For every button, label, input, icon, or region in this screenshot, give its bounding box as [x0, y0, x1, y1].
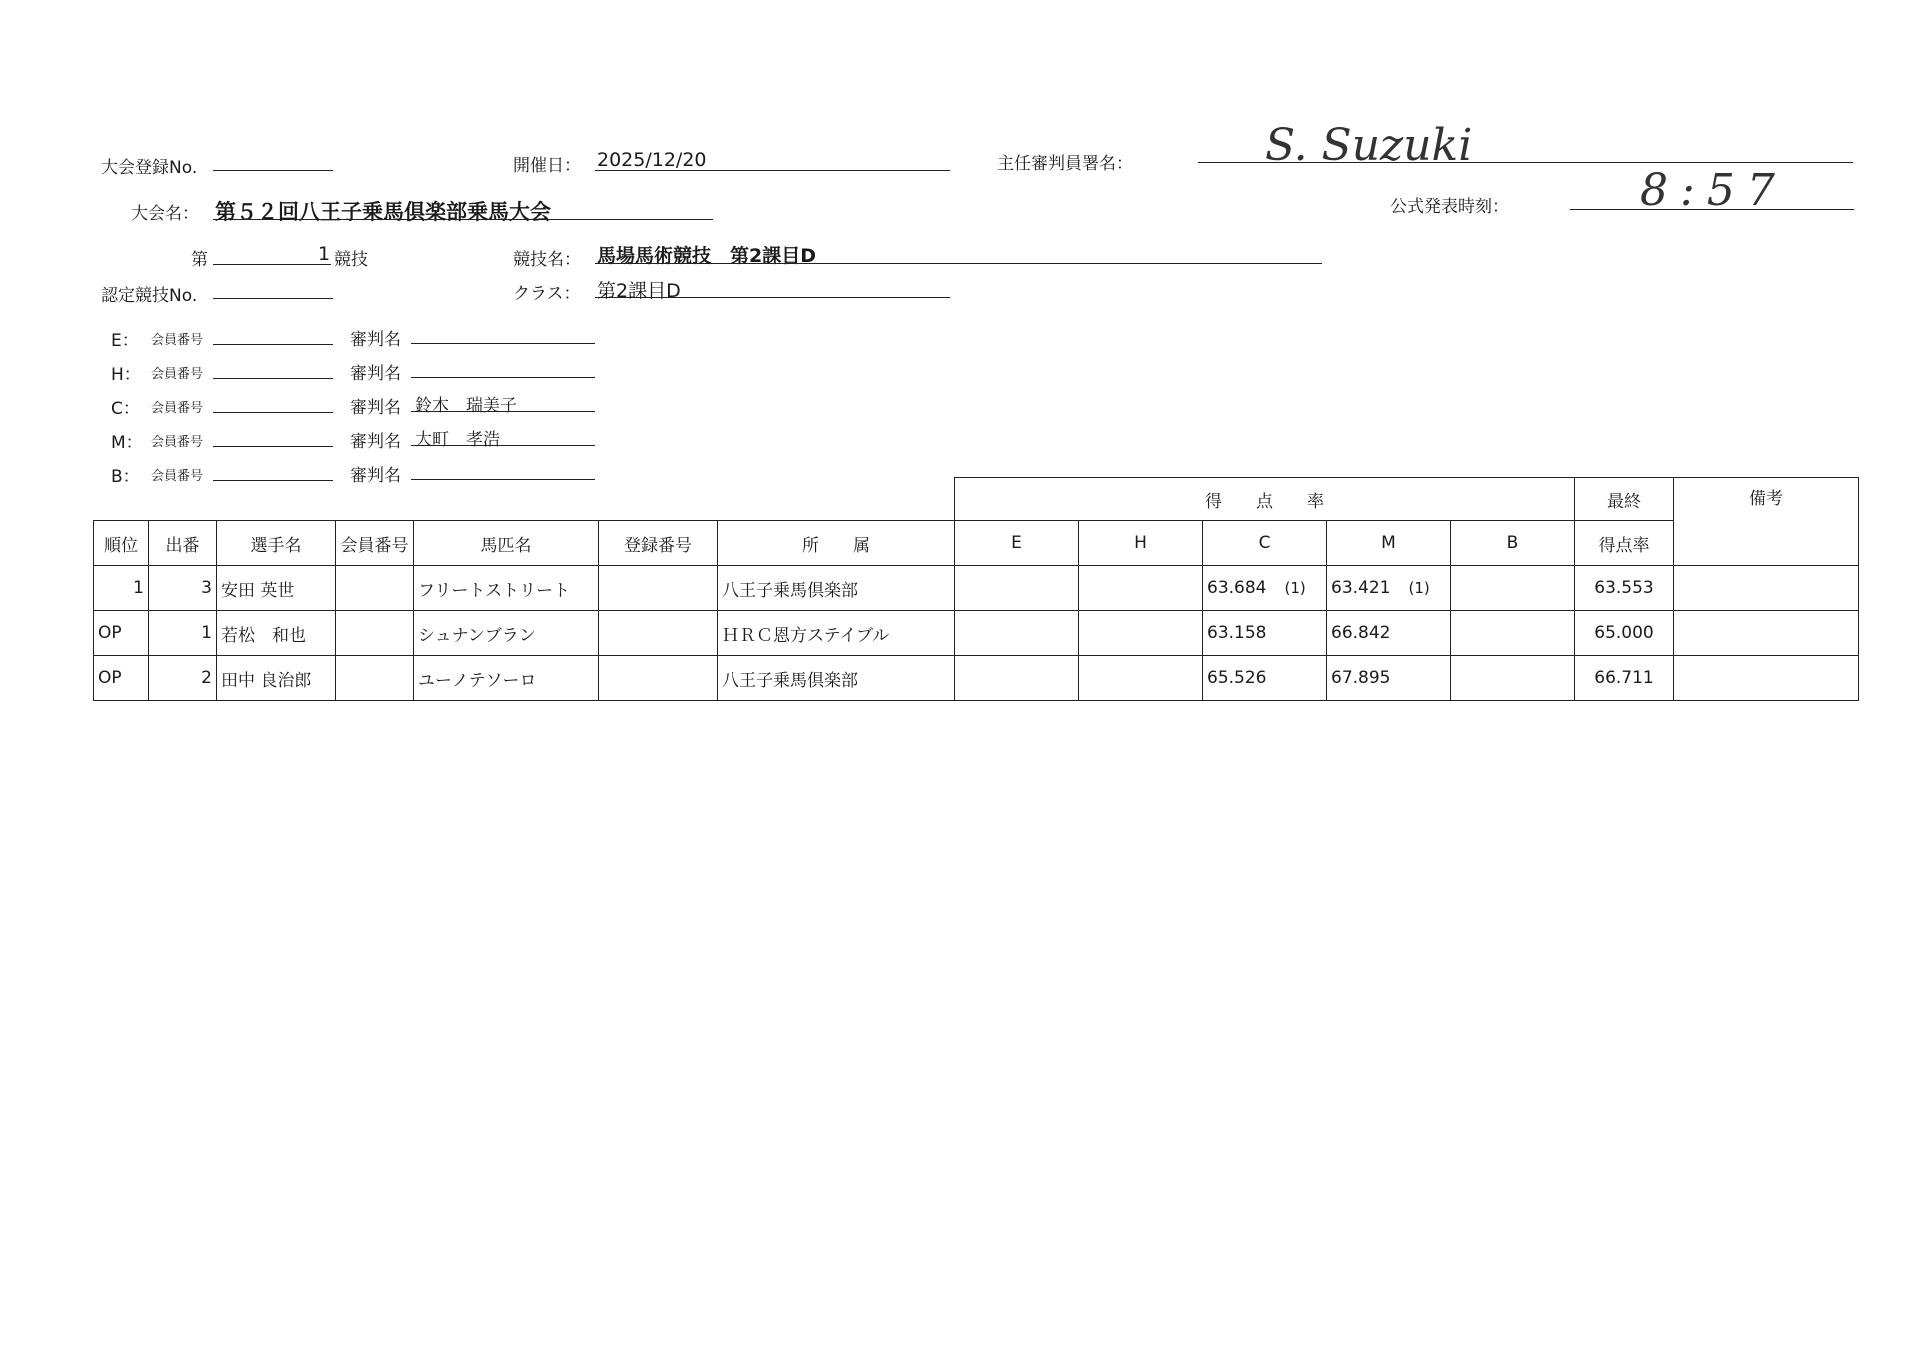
col-rank: 順位	[94, 521, 149, 566]
rank-cell: OP	[94, 611, 149, 656]
judge-name-label: 審判名	[350, 364, 401, 384]
member-cell	[336, 566, 414, 611]
col-club: 所 属	[718, 521, 955, 566]
col-judge-h: H	[1079, 521, 1203, 566]
rank-cell: 1	[94, 566, 149, 611]
rider-cell: 若松 和也	[217, 611, 336, 656]
member-no-field[interactable]	[213, 412, 333, 413]
score-m-cell	[1327, 611, 1451, 656]
cert-no-field[interactable]	[213, 298, 333, 299]
table-row	[94, 566, 1859, 611]
judge-name-field[interactable]	[411, 343, 595, 344]
club-cell: 八王子乗馬倶楽部	[718, 656, 955, 701]
horse-cell: ユーノテソーロ	[414, 656, 599, 701]
remarks-header: 備考	[1674, 478, 1859, 566]
judge-position: C：	[111, 399, 140, 419]
club-cell: ＨＲＣ恩方ステイブル	[718, 611, 955, 656]
comp-name-label: 競技名：	[513, 250, 581, 270]
judge-name-field[interactable]	[411, 411, 595, 412]
score-c-rank-mark: (1)	[1284, 579, 1306, 597]
score-e-cell	[955, 656, 1079, 701]
chief-judge-field[interactable]	[1198, 162, 1853, 163]
score-m-value: 66.842	[1331, 623, 1391, 643]
score-m-value: 63.421	[1331, 578, 1391, 598]
reg-no-label: 大会登録No.	[101, 158, 198, 178]
header-spacer	[94, 478, 955, 521]
comp-name-field[interactable]	[595, 263, 1322, 264]
comp-suffix: 競技	[334, 250, 368, 270]
reg-cell	[599, 611, 718, 656]
score-c-cell	[1203, 611, 1327, 656]
judge-position: H：	[111, 365, 141, 385]
member-cell	[336, 611, 414, 656]
judge-position: B：	[111, 467, 140, 487]
horse-cell: シュナンブラン	[414, 611, 599, 656]
judge-name-label: 審判名	[350, 466, 401, 486]
final-rate-cell: 65.000	[1575, 611, 1674, 656]
col-judge-e: E	[955, 521, 1079, 566]
comp-number: 1	[318, 243, 331, 265]
club-cell: 八王子乗馬倶楽部	[718, 566, 955, 611]
remarks-cell	[1674, 611, 1859, 656]
date-field[interactable]	[595, 170, 950, 171]
final-rate-header-bottom: 得点率	[1575, 521, 1674, 566]
comp-number-field[interactable]	[213, 264, 331, 265]
table-row	[94, 611, 1859, 656]
score-m-cell	[1327, 566, 1451, 611]
col-reg-no: 登録番号	[599, 521, 718, 566]
chief-judge-label: 主任審判員署名：	[997, 154, 1133, 174]
rider-cell: 安田 英世	[217, 566, 336, 611]
announce-time-label: 公式発表時刻：	[1390, 197, 1509, 217]
class-label: クラス：	[513, 284, 581, 304]
score-e-cell	[955, 611, 1079, 656]
judge-name-label: 審判名	[350, 330, 401, 350]
remarks-cell	[1674, 566, 1859, 611]
table-header-group	[94, 478, 1859, 521]
class-field[interactable]	[595, 297, 950, 298]
date-label: 開催日：	[513, 156, 581, 176]
score-c-value: 63.684	[1207, 578, 1267, 598]
table-row	[94, 656, 1859, 701]
cert-no-label: 認定競技No.	[101, 286, 198, 306]
event-field[interactable]	[213, 219, 713, 220]
judge-name-field[interactable]	[411, 377, 595, 378]
reg-no-field[interactable]	[213, 170, 333, 171]
col-member-no: 会員番号	[336, 521, 414, 566]
member-no-field[interactable]	[213, 378, 333, 379]
col-judge-b: B	[1451, 521, 1575, 566]
member-no-label: 会員番号	[151, 333, 204, 348]
order-cell: 2	[149, 656, 217, 701]
judge-name: 大町 孝浩	[415, 430, 500, 450]
member-no-label: 会員番号	[151, 401, 204, 416]
score-h-cell	[1079, 611, 1203, 656]
judge-position: M：	[111, 433, 143, 453]
event-label: 大会名：	[131, 204, 199, 224]
remarks-cell	[1674, 656, 1859, 701]
col-order: 出番	[149, 521, 217, 566]
col-rider: 選手名	[217, 521, 336, 566]
horse-cell: フリートストリート	[414, 566, 599, 611]
judge-name-label: 審判名	[350, 432, 401, 452]
score-c-cell	[1203, 656, 1327, 701]
announce-time-field[interactable]	[1570, 209, 1854, 210]
judge-name-field[interactable]	[411, 445, 595, 446]
member-no-label: 会員番号	[151, 469, 204, 484]
member-no-label: 会員番号	[151, 435, 204, 450]
score-m-value: 67.895	[1331, 668, 1391, 688]
event-name: 第５２回八王子乗馬倶楽部乗馬大会	[215, 200, 551, 224]
reg-cell	[599, 566, 718, 611]
col-judge-m: M	[1327, 521, 1451, 566]
class-value: 第2課目D	[597, 280, 681, 302]
final-rate-cell: 63.553	[1575, 566, 1674, 611]
judge-position: E：	[111, 331, 139, 351]
score-b-cell	[1451, 656, 1575, 701]
score-e-cell	[955, 566, 1079, 611]
score-c-value: 63.158	[1207, 623, 1267, 643]
member-no-label: 会員番号	[151, 367, 204, 382]
col-horse: 馬匹名	[414, 521, 599, 566]
comp-prefix: 第	[191, 250, 208, 270]
comp-name-value: 馬場馬術競技 第2課目D	[597, 245, 816, 267]
member-cell	[336, 656, 414, 701]
results-table	[93, 477, 1859, 701]
judge-name-label: 審判名	[350, 398, 401, 418]
date-value: 2025/12/20	[597, 149, 707, 171]
score-m-cell	[1327, 656, 1451, 701]
member-no-field[interactable]	[213, 446, 333, 447]
score-h-cell	[1079, 656, 1203, 701]
announce-time-value: 8:57	[1640, 165, 1787, 216]
member-no-field[interactable]	[213, 344, 333, 345]
order-cell: 1	[149, 611, 217, 656]
judge-name: 鈴木 瑞美子	[415, 396, 517, 416]
final-rate-cell: 66.711	[1575, 656, 1674, 701]
chief-judge-signature: S. Suzuki	[1265, 120, 1473, 171]
score-c-value: 65.526	[1207, 668, 1267, 688]
reg-cell	[599, 656, 718, 701]
score-b-cell	[1451, 611, 1575, 656]
rider-cell: 田中 良治郎	[217, 656, 336, 701]
score-c-cell	[1203, 566, 1327, 611]
col-judge-c: C	[1203, 521, 1327, 566]
score-m-rank-mark: (1)	[1408, 579, 1430, 597]
table-header	[94, 521, 1859, 566]
rank-cell: OP	[94, 656, 149, 701]
score-rate-header: 得 点 率	[955, 478, 1575, 521]
order-cell: 3	[149, 566, 217, 611]
score-b-cell	[1451, 566, 1575, 611]
final-rate-header-top: 最終	[1575, 478, 1674, 521]
score-h-cell	[1079, 566, 1203, 611]
